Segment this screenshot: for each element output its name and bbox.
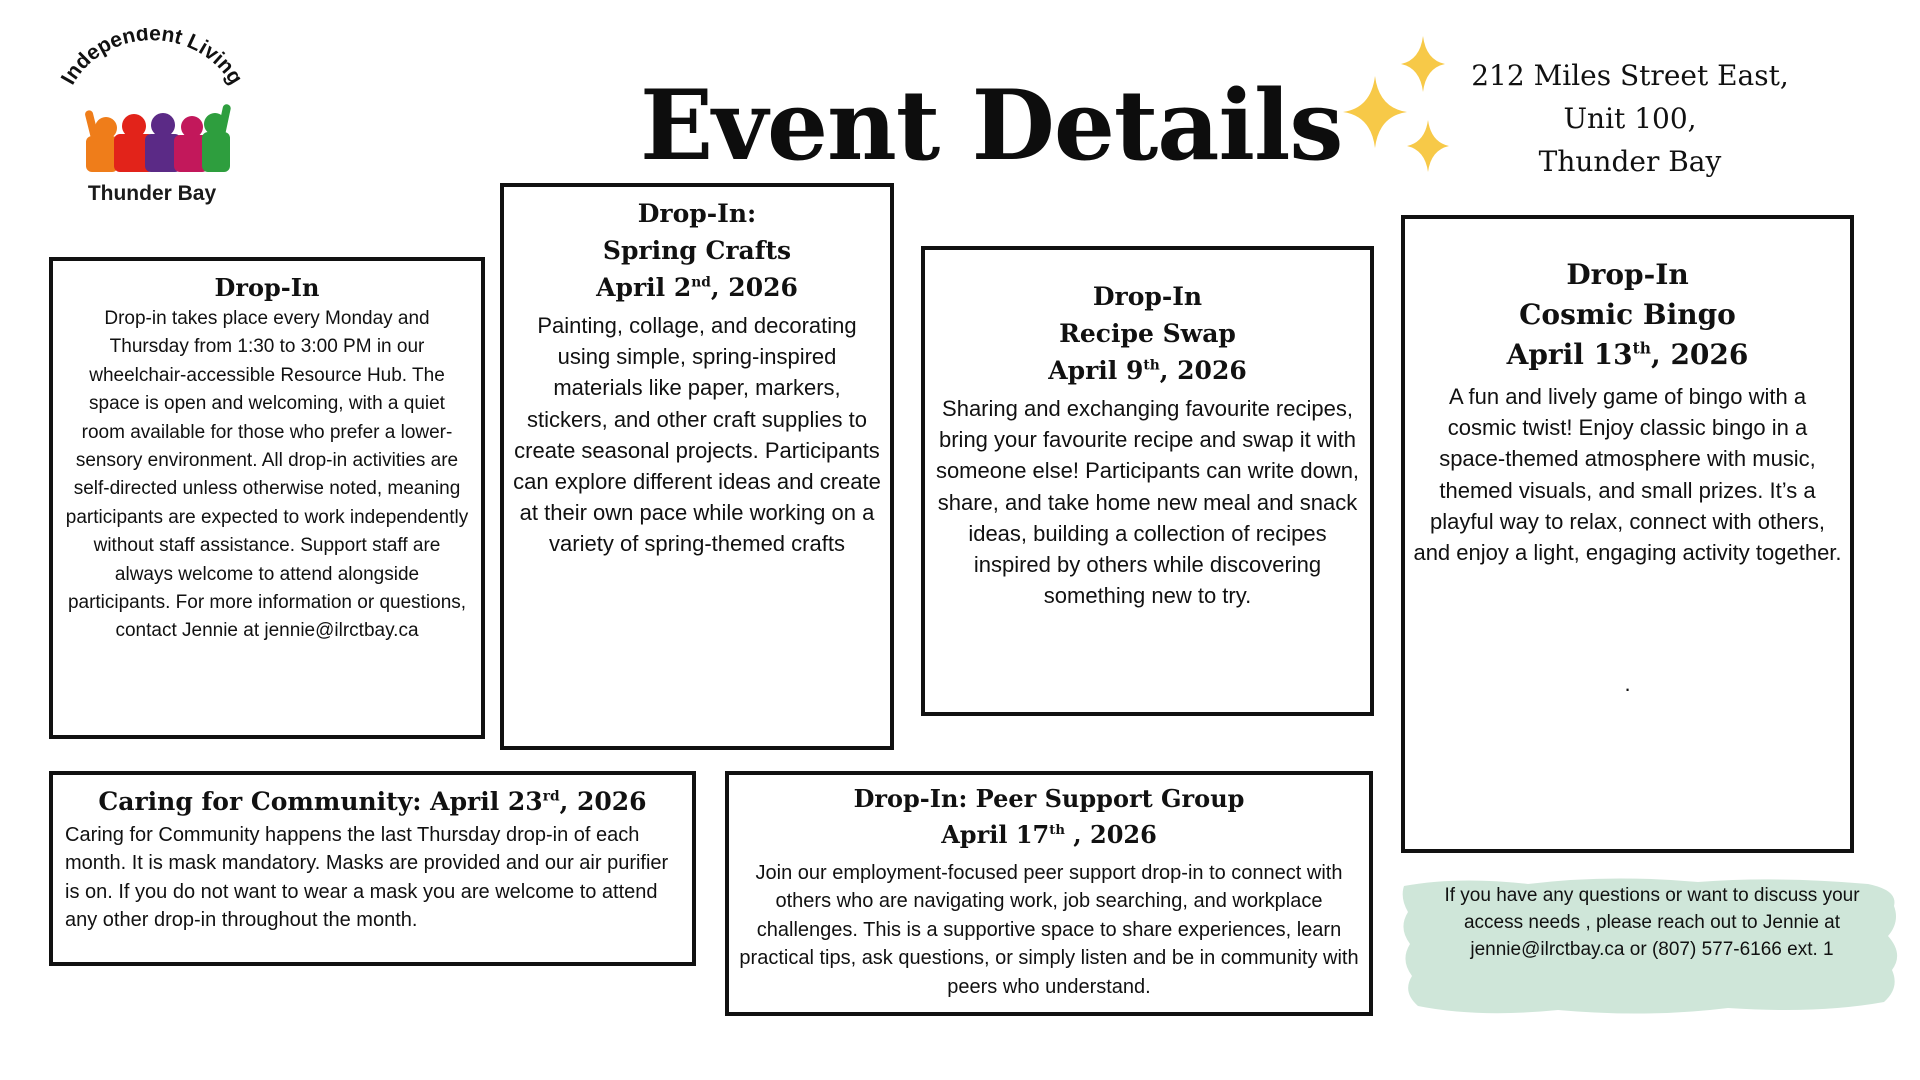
address-block bbox=[1445, 54, 1815, 183]
event-date: April 13th, 2026 bbox=[1506, 338, 1749, 371]
event-card-dropin bbox=[49, 257, 485, 739]
event-description: Join our employment-focused peer support drop-in to connect with others who are navigating work, job searching, and workplace challenges. This is a supportive space to share experiences, learn practical tips, ask questions, or simply listen and be in community with peers who understand. bbox=[739, 862, 1359, 998]
logo-figures bbox=[84, 104, 231, 172]
event-description: Painting, collage, and decorating using simple, spring-inspired materials like paper, markers, stickers, and other craft supplies to create seasonal projects. Participants can explore different ideas and create at their own pace while working on a variety of spring-themed crafts bbox=[513, 313, 881, 557]
event-description: Sharing and exchanging favourite recipes, bring your favourite recipe and swap it with someone else! Participants can write down, share, and take home new meal and snack ideas, building a collection of recipes inspired by others while discovering something new to try. bbox=[935, 396, 1360, 609]
event-date: April 17th , 2026 bbox=[941, 820, 1157, 849]
event-heading bbox=[737, 781, 1361, 853]
svg-text:Independent Living bbox=[57, 28, 247, 89]
event-heading bbox=[1413, 255, 1842, 375]
event-title-line-2: Cosmic Bingo bbox=[1519, 298, 1736, 331]
event-date: April 9th, 2026 bbox=[1048, 356, 1247, 385]
event-date: April 2nd, 2026 bbox=[596, 273, 798, 302]
logo-caption: Thunder Bay bbox=[87, 182, 217, 205]
event-card-spring-crafts bbox=[500, 183, 894, 750]
logo-graphic bbox=[52, 28, 252, 178]
event-title: Caring for Community: April 23rd, 2026 bbox=[98, 787, 647, 816]
event-title-line-2: Spring Crafts bbox=[602, 236, 792, 265]
contact-note-text: If you have any questions or want to discuss your access needs , please reach out to Jennie at jennie@ilrctbay.ca or (807) 577-6166 ext. 1 bbox=[1444, 885, 1860, 960]
event-title-line-1: Drop-In: bbox=[637, 199, 757, 228]
event-title-line-1: Drop-In: Peer Support Group bbox=[853, 784, 1245, 813]
event-card-cosmic-bingo bbox=[1401, 215, 1854, 853]
event-title-line-1: Drop-In bbox=[1566, 258, 1689, 291]
event-description: Drop-in takes place every Monday and Thursday from 1:30 to 3:00 PM in our wheelchair-accessible Resource Hub. The space is open and welcoming, with a quiet room available for those who prefer a lower-sensory environment. All drop-in activities are self-directed unless otherwise noted, meaning participants are expected to work independently without staff assistance. Support staff are always welcome to attend alongside participants. For more information or questions, contact Jennie at jennie@ilrctbay.ca bbox=[65, 308, 469, 642]
event-heading bbox=[933, 278, 1362, 389]
organization-logo bbox=[52, 28, 252, 208]
event-title-line-2: Recipe Swap bbox=[1059, 319, 1236, 348]
event-title-line-1: Drop-In bbox=[1092, 282, 1203, 311]
event-title: Drop-In bbox=[214, 273, 320, 302]
event-description: A fun and lively game of bingo with a cosmic twist! Enjoy classic bingo in a space-themed atmosphere with music, themed visuals, and small prizes. It’s a playful way to relax, connect with others, and enjoy a light, engaging activity together. bbox=[1413, 384, 1842, 566]
event-card-recipe-swap bbox=[921, 246, 1374, 716]
address-line-2: Unit 100, bbox=[1563, 102, 1697, 135]
event-description: Caring for Community happens the last Thursday drop-in of each month. It is mask mandatory. Masks are provided and our air purifier is on. If you do not want to wear a mask you are welcome to attend any other drop-in throughout the month. bbox=[65, 824, 669, 932]
trailing-dot: . bbox=[1624, 671, 1631, 697]
event-card-caring-for-community bbox=[49, 771, 696, 966]
address-line-3: Thunder Bay bbox=[1538, 145, 1722, 178]
page-title: Event Details bbox=[640, 69, 1343, 182]
event-heading bbox=[510, 195, 884, 306]
contact-note bbox=[1398, 872, 1906, 1022]
address-line-1: 212 Miles Street East, bbox=[1471, 59, 1789, 92]
event-card-peer-support bbox=[725, 771, 1373, 1016]
logo-arc-text: Independent Living bbox=[56, 28, 248, 89]
